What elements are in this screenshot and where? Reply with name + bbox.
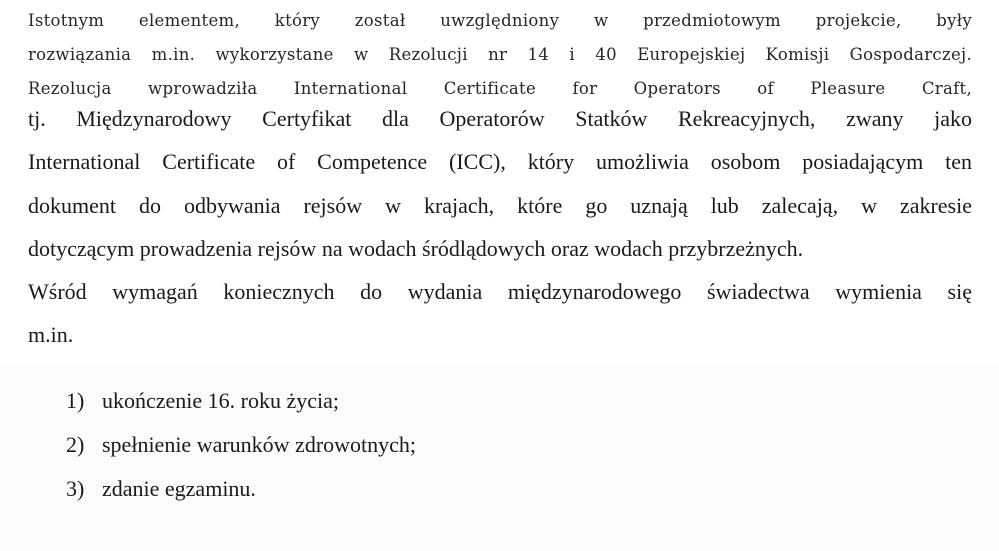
body-paragraph-line-3: dokument do odbywania rejsów w krajach, które go uznają lub zalecają, w zakresie bbox=[28, 193, 972, 218]
list-item-text: ukończenie 16. roku życia; bbox=[102, 388, 340, 413]
requirements-intro-line-1: Wśród wymagań koniecznych do wydania międzynarodowego świadectwa wymienia się bbox=[28, 279, 972, 304]
list-item-number: 2) bbox=[66, 432, 85, 457]
scanned-paragraph-line-2: rozwiązania m.in. wykorzystane w Rezolucji nr 14 i 40 Europejskiej Komisji Gospodarczej. bbox=[28, 45, 972, 64]
list-item-text: zdanie egzaminu. bbox=[102, 476, 256, 501]
body-paragraph-line-2: International Certificate of Competence (ICC), który umożliwia osobom posiadającym ten bbox=[28, 149, 972, 174]
requirements-intro-line-2: m.in. bbox=[28, 322, 74, 347]
list-item-1 bbox=[66, 388, 339, 414]
list-item-3 bbox=[66, 476, 256, 502]
body-paragraph-line-4: dotyczącym prowadzenia rejsów na wodach śródlądowych oraz wodach przybrzeżnych. bbox=[28, 236, 804, 261]
list-item-2 bbox=[66, 432, 416, 458]
requirements-list bbox=[0, 364, 999, 551]
scanned-paragraph-line-1: Istotnym elementem, który został uwzględniony w przedmiotowym projekcie, były bbox=[28, 11, 972, 30]
scanned-paragraph-line-3: Rezolucja wprowadziła International Certificate for Operators of Pleasure Craft, bbox=[28, 79, 972, 98]
list-item-number: 1) bbox=[66, 388, 85, 413]
list-item-text: spełnienie warunków zdrowotnych; bbox=[102, 432, 417, 457]
body-paragraph-line-1: tj. Międzynarodowy Certyfikat dla Operatorów Statków Rekreacyjnych, zwany jako bbox=[28, 106, 972, 131]
list-item-number: 3) bbox=[66, 476, 85, 501]
